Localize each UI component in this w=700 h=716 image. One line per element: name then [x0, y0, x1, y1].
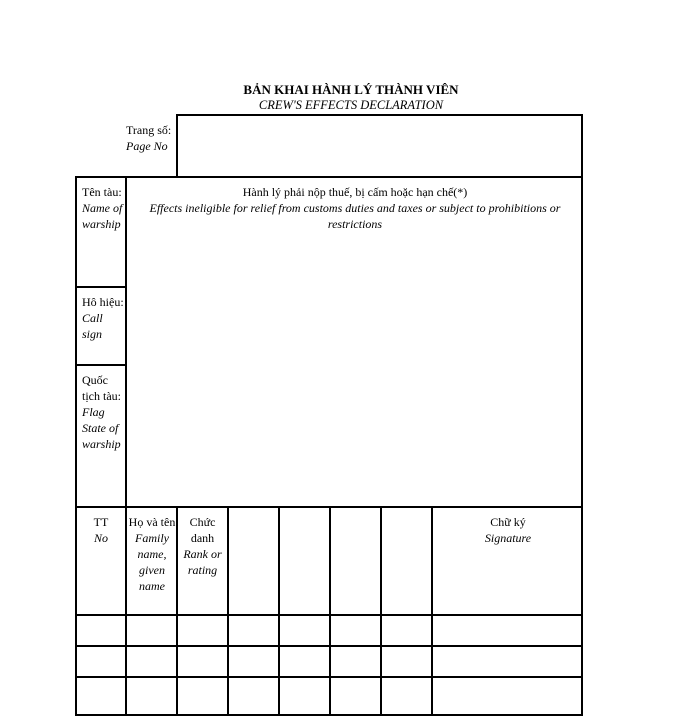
call-sign-label — [82, 294, 124, 342]
col-header-no-en: No — [93, 531, 108, 545]
ship-name-divider — [75, 286, 127, 288]
col-header-signature-en: Signature — [484, 531, 532, 545]
col-header-name-en: Family name, given name — [135, 531, 169, 593]
call-sign-divider — [75, 364, 127, 366]
table-row[interactable] — [77, 678, 581, 700]
ship-name-label-en: Name of warship — [82, 201, 123, 231]
ship-name-label — [82, 184, 124, 232]
col-header-rank-en: Rank or rating — [183, 547, 222, 577]
call-sign-label-en: Call sign — [82, 311, 103, 341]
effects-heading-vi: Hành lý phải nộp thuế, bị cấm hoặc hạn chế(*) — [242, 185, 468, 199]
flag-state-label-en: Flag State of warship — [82, 405, 121, 451]
col-header-signature-vi: Chữ ký — [490, 515, 526, 529]
page-no-label-vi: Trang số: — [126, 123, 172, 137]
effects-heading — [127, 184, 583, 232]
flag-state-label — [82, 372, 124, 452]
flag-state-label-vi: Quốc tịch tàu: — [82, 373, 121, 403]
form-title: BẢN KHAI HÀNH LÝ THÀNH VIÊN — [243, 82, 459, 97]
effects-heading-en: Effects ineligible for relief from customs duties and taxes or subject to prohibitions or restrictions — [149, 201, 561, 231]
page-no-field[interactable] — [176, 114, 583, 178]
col-header-rank-vi: Chức danh — [189, 515, 216, 545]
effects-field[interactable] — [127, 232, 581, 504]
table-row[interactable] — [77, 647, 581, 676]
page-no-label-en: Page No — [126, 139, 168, 153]
form-subtitle: CREW'S EFFECTS DECLARATION — [258, 98, 444, 112]
page-no-label — [126, 122, 176, 154]
col-header-rank — [178, 514, 227, 578]
col-header-name-vi: Họ và tên — [128, 515, 176, 529]
col-header-no — [77, 514, 125, 546]
col-header-signature — [433, 514, 583, 546]
table-row[interactable] — [77, 616, 581, 645]
call-sign-label-vi: Hô hiệu: — [82, 295, 124, 309]
col-header-no-vi: TT — [93, 515, 109, 529]
col-header-name — [128, 514, 176, 594]
ship-name-label-vi: Tên tàu: — [82, 185, 122, 199]
